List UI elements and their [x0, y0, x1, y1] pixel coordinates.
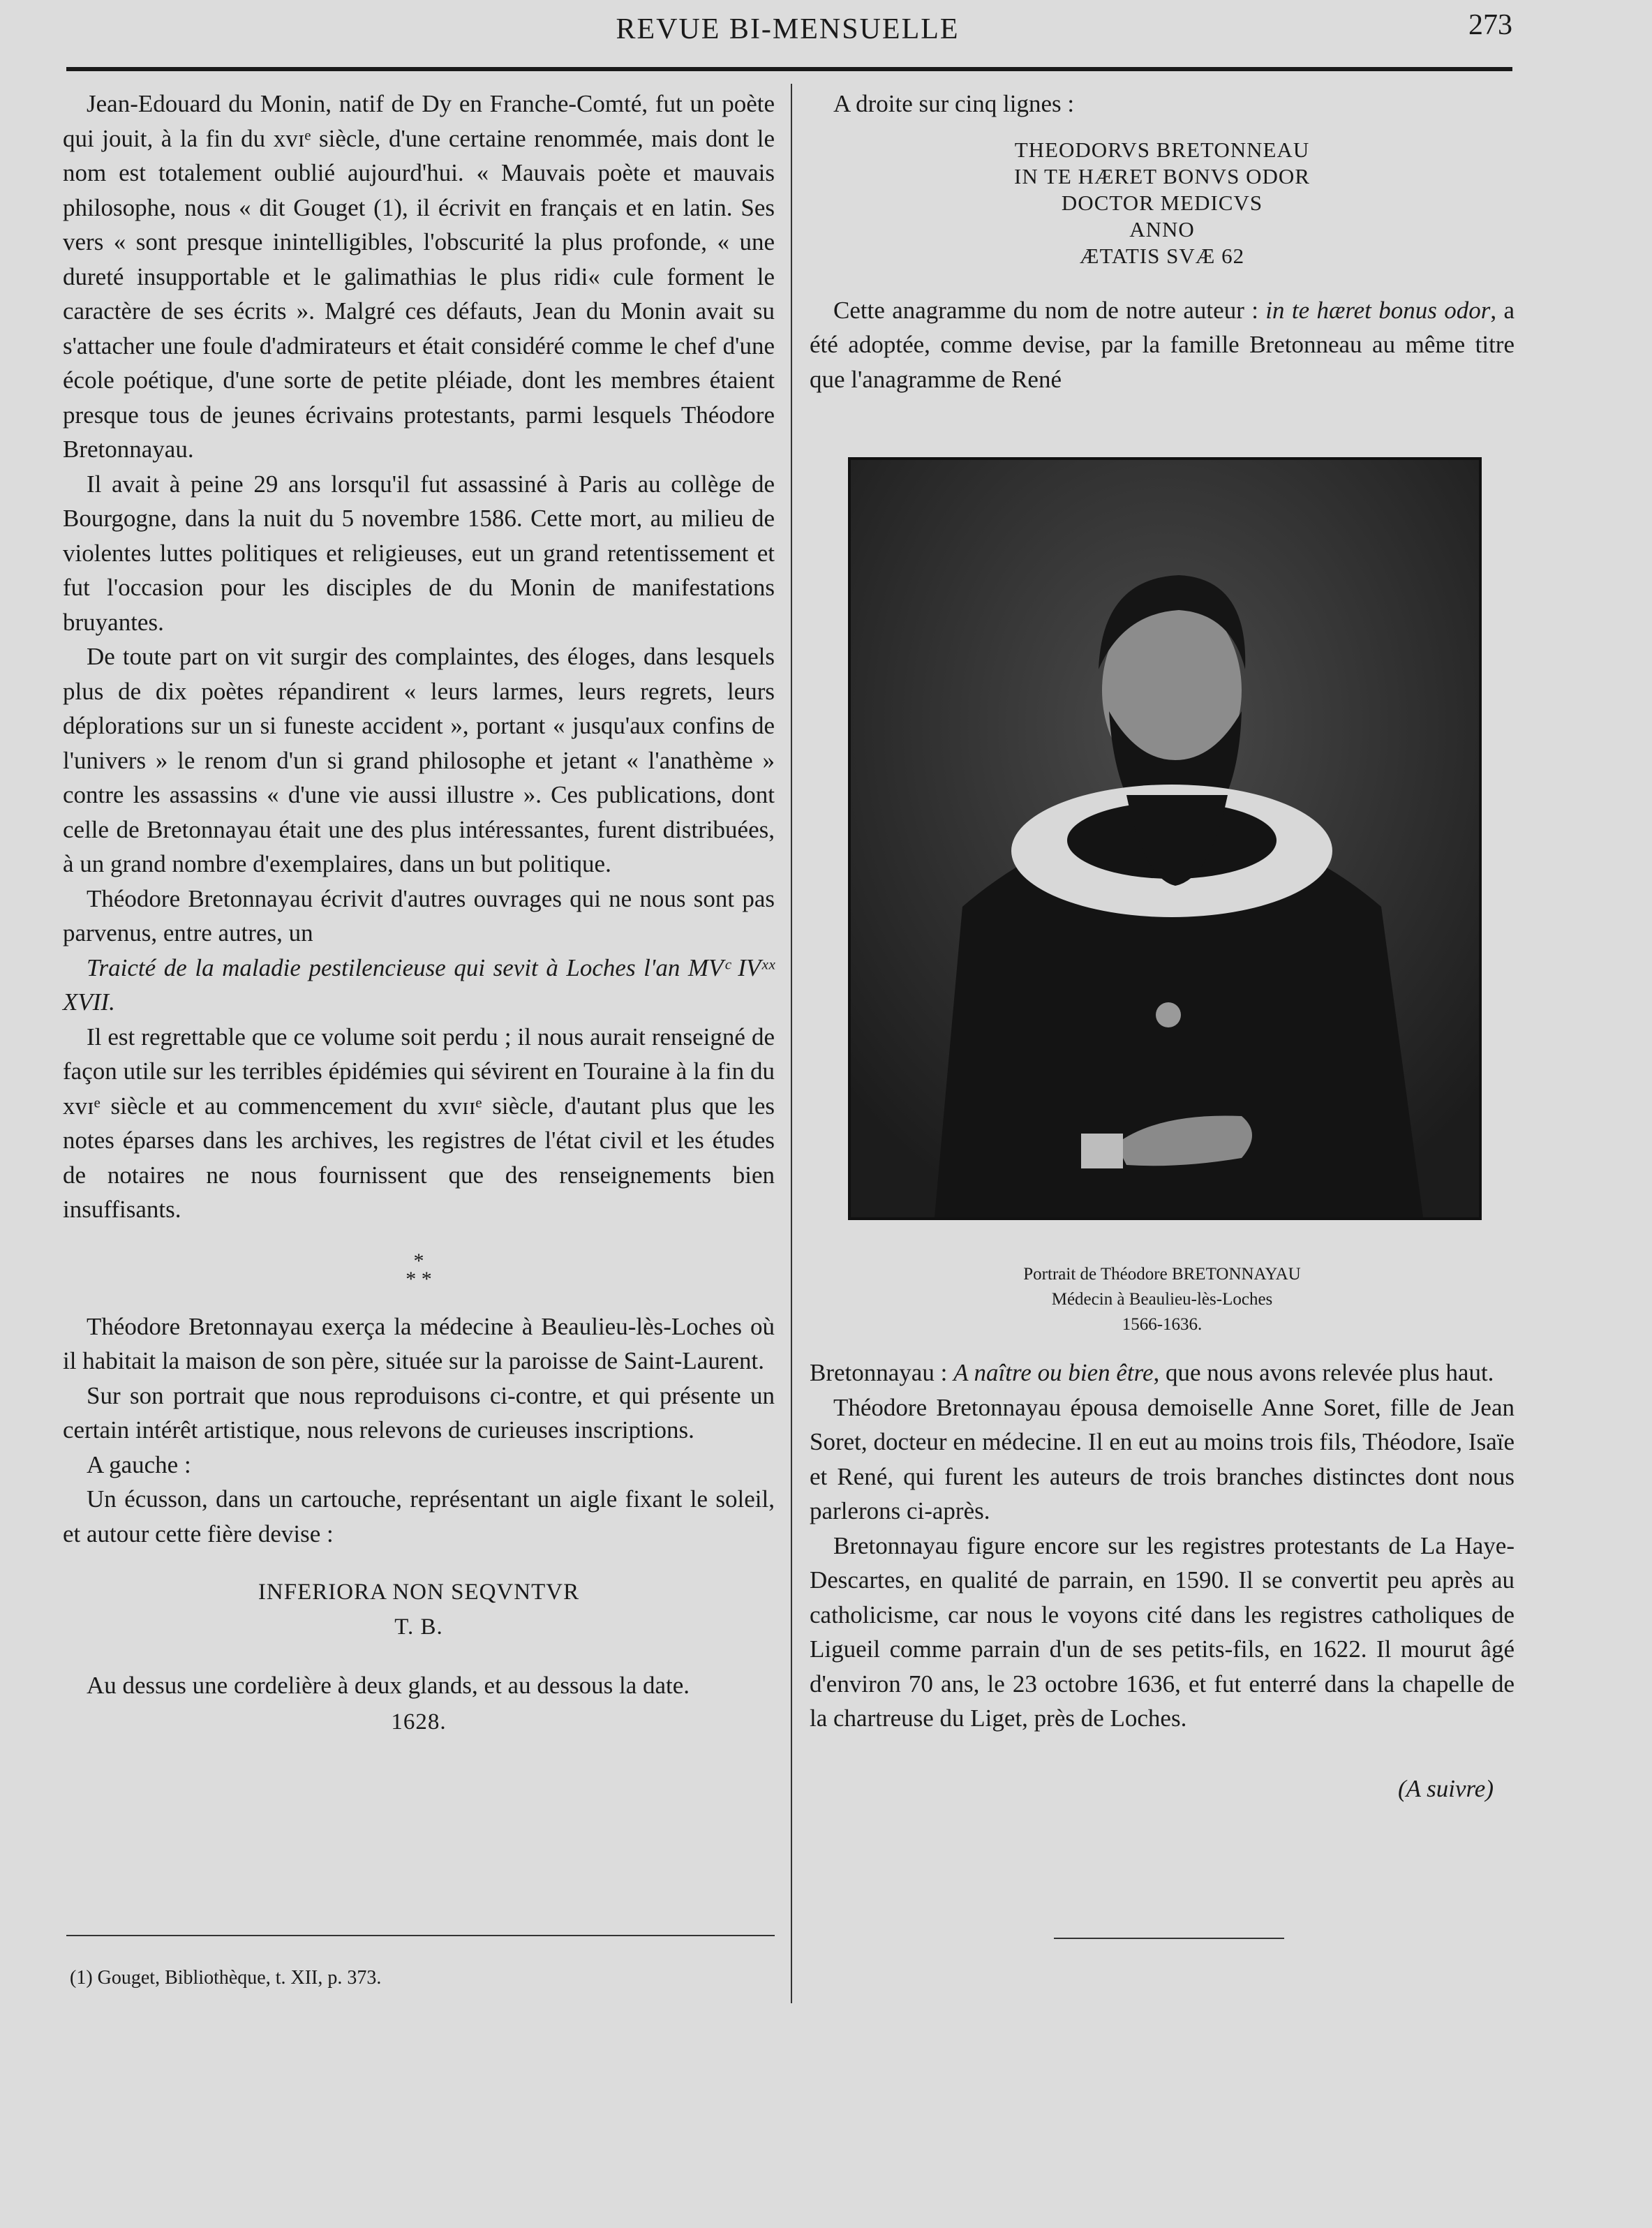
- motto-line: INFERIORA NON SEQVNTVR: [258, 1580, 580, 1605]
- portrait-date: 1628.: [391, 1709, 447, 1735]
- portrait-illustration: [851, 460, 1479, 1217]
- paragraph: Jean-Edouard du Monin, natif de Dy en Franche-Comté, fut un poète qui jouit, à la fin du xvɪᵉ siècle, d'une certaine renommée, mais dont le nom est totalement oublié aujourd'hui. « Mauvais poète et mauvais philosophe, nous « dit Gouget (1), il écrivit en français et en latin. Ses vers « sont presque inintelligibles, l'obscurité la plus profonde, « une dureté insupportable et le galimathias le plus ridi« cule forment le caractère de ses écrits ». Malgré ces défauts, Jean du Monin avait su s'attacher une foule d'admirateurs et était considéré comme le chef d'une école poétique, d'une sorte de petite pléiade, dont les membres étaient presque tous de jeunes écrivains protestants, parmi lesquels Théodore Bretonnayau.: [63, 90, 775, 463]
- portrait-caption: [848, 1262, 1476, 1337]
- asterism-bottom: * *: [405, 1267, 432, 1291]
- paragraph: Sur son portrait que nous reproduisons ci-contre, et qui présente un certain intérêt artistique, nous relevons de curieuses inscriptions.: [63, 1381, 775, 1443]
- book-title: Traicté de la maladie pestilencieuse qui sevit à Loches l'an MVᶜ IVˣˣ XVII.: [63, 953, 775, 1016]
- paragraph: Théodore Bretonnayau écrivit d'autres ouvrages qui ne nous sont pas parvenus, entre autres, un: [63, 884, 775, 946]
- inscription-line: ÆTATIS SVÆ 62: [1079, 243, 1245, 268]
- asterism-top: *: [413, 1249, 424, 1272]
- header-rule: [66, 67, 1512, 71]
- right-column-lower: [810, 1356, 1515, 1803]
- motto-initials: T. B.: [394, 1614, 443, 1640]
- inscription-block: [810, 137, 1515, 269]
- inscription-line: DOCTOR MEDICVS: [1061, 190, 1263, 215]
- inscription-line: THEODORVS BRETONNEAU: [1014, 137, 1310, 162]
- caption-line: Portrait de Théodore BRETONNAYAU: [1023, 1265, 1301, 1284]
- paragraph: Bretonnayau figure encore sur les registres protestants de La Haye-Descartes, en qualité de parrain, en 1590. Il se convertit peu après au catholicisme, car nous le voyons cité dans les registres catholiques de Ligueil comme parrain d'un de ses petits-fils, en 1622. Il mourut âgé d'environ 70 ans, le 23 octobre 1636, et fut enterré dans la chapelle de la chartreuse du Liget, près de Loches.: [810, 1531, 1515, 1732]
- inscription-line: IN TE HÆRET BONVS ODOR: [1014, 163, 1310, 188]
- caption-line: 1566-1636.: [1122, 1315, 1203, 1334]
- end-rule: [1054, 1938, 1284, 1939]
- anagram-italic: A naître ou bien être: [953, 1359, 1154, 1386]
- text-span: Bretonnayau :: [810, 1359, 954, 1386]
- paragraph-italic-title: [63, 951, 775, 1020]
- footnote: (1) Gouget, Bibliothèque, t. XII, p. 373.: [70, 1967, 382, 1989]
- running-head: [63, 6, 1512, 47]
- right-column: [810, 87, 1515, 396]
- paragraph: A droite sur cinq lignes :: [833, 90, 1075, 117]
- portrait-image: [848, 457, 1482, 1220]
- paragraph: [810, 293, 1515, 397]
- paragraph: Il est regrettable que ce volume soit perdu ; il nous aurait renseigné de façon utile sur les terribles épidémies qui sévirent en Touraine à la fin du xvɪᵉ siècle et au commencement du xvɪɪᵉ siècle, d'autant plus que les notes éparses dans les archives, les registres de l'état civil et les études de notaires ne nous fournissent que des renseignements bien insuffisants.: [63, 1023, 775, 1223]
- paragraph: A gauche :: [87, 1450, 191, 1478]
- paragraph: Il avait à peine 29 ans lorsqu'il fut assassiné à Paris au collège de Bourgogne, dans la nuit du 5 novembre 1586. Cette mort, au milieu de violentes luttes politiques et religieuses, eut un grand retentissement et fut l'occasion pour les disciples de du Monin de manifestations bruyantes.: [63, 470, 775, 636]
- section-asterism: [63, 1249, 775, 1291]
- paragraph: Un écusson, dans un cartouche, représentant un aigle fixant le soleil, et autour cette fière devise :: [63, 1485, 775, 1547]
- inscription-line: ANNO: [1129, 216, 1195, 242]
- caption-line: Médecin à Beaulieu-lès-Loches: [1051, 1290, 1273, 1309]
- anagram-italic: in te hæret bonus odor: [1265, 296, 1491, 324]
- left-column: [63, 87, 775, 1737]
- column-divider: [791, 84, 792, 2003]
- paragraph: Théodore Bretonnayau épousa demoiselle Anne Soret, fille de Jean Soret, docteur en médecine. Il en eut au moins trois fils, Théodore, Isaïe et René, qui furent les auteurs de trois branches distinctes dont nous parlerons ci-après.: [810, 1393, 1515, 1524]
- continuation-note: [810, 1775, 1515, 1803]
- paragraph: [810, 1356, 1515, 1390]
- a-suivre: (A suivre): [1397, 1774, 1494, 1802]
- paragraph: Au dessus une cordelière à deux glands, et au dessous la date.: [87, 1672, 690, 1699]
- text-span: Cette anagramme du nom de notre auteur :: [833, 296, 1266, 324]
- paragraph: De toute part on vit surgir des complaintes, des éloges, dans lesquels plus de dix poètes répandirent « leurs larmes, leurs regrets, leurs déplorations sur un si funeste accident », portant « jusqu'aux confins de l'univers » le renom d'un si grand philosophe et jetant « l'anathème » contre les assassins « d'une vie aussi illustre ». Ces publications, dont celle de Bretonnayau était une des plus intéressantes, furent distribuées, à un grand nombre d'exemplaires, dans un but politique.: [63, 643, 775, 877]
- text-span: , a été adoptée, comme devise, par la famille Bretonneau au même titre que l'anagramme de René: [810, 296, 1515, 393]
- paragraph: Théodore Bretonnayau exerça la médecine à Beaulieu-lès-Loches où il habitait la maison de son père, située sur la paroisse de Saint-Laurent.: [63, 1312, 775, 1374]
- text-span: , que nous avons relevée plus haut.: [1153, 1359, 1494, 1386]
- page-number: 273: [1468, 9, 1512, 41]
- journal-title: REVUE BI-MENSUELLE: [616, 13, 960, 45]
- footnote-rule: [66, 1935, 775, 1936]
